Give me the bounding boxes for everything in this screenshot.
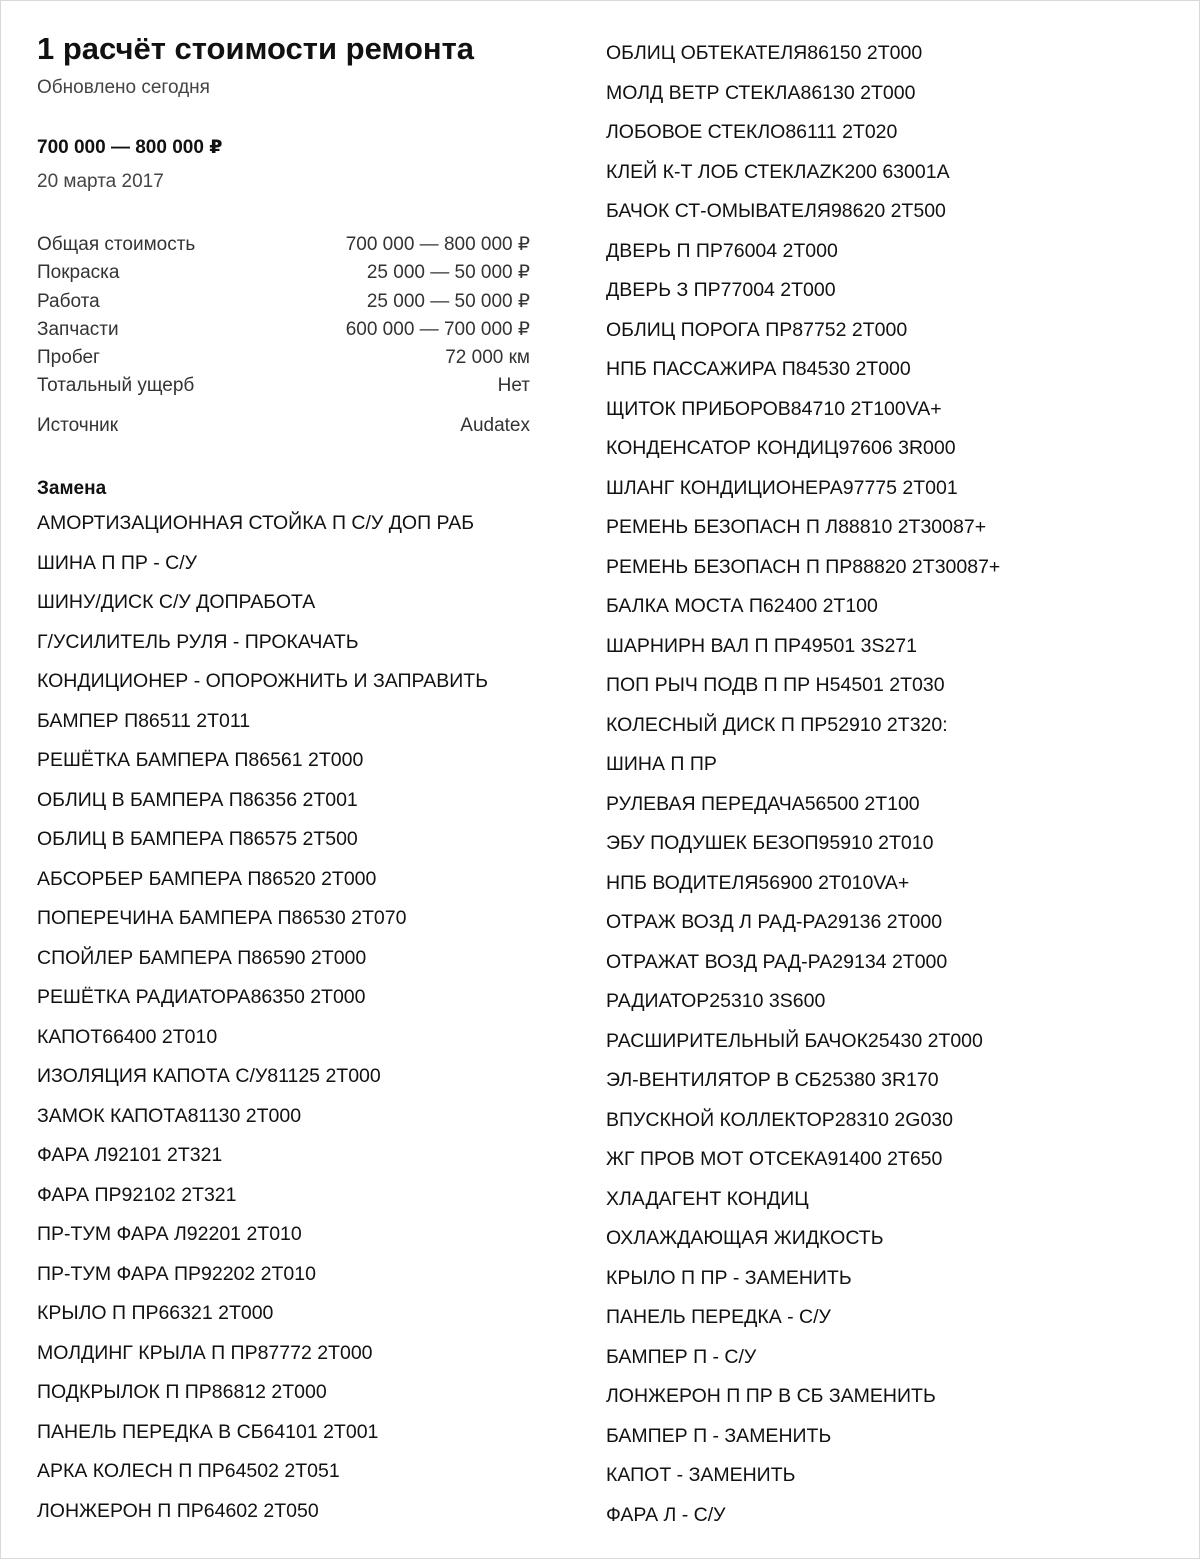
replacement-item: РЕМЕНЬ БЕЗОПАСН П ПР88820 2Т30087+ bbox=[606, 555, 1001, 578]
summary-value: 72 000 км bbox=[445, 347, 530, 369]
estimate-date: 20 марта 2017 bbox=[37, 171, 164, 192]
replacement-item: НПБ ВОДИТЕЛЯ56900 2Т010VA+ bbox=[606, 871, 910, 894]
replacement-item: ЭЛ-ВЕНТИЛЯТОР В СБ25380 3R170 bbox=[606, 1069, 939, 1091]
replacement-item: ВПУСКНОЙ КОЛЛЕКТОР28310 2G030 bbox=[606, 1108, 953, 1131]
replacement-item: БАМПЕР П - ЗАМЕНИТЬ bbox=[606, 1424, 832, 1447]
summary-row-mileage bbox=[37, 344, 530, 372]
replacement-item: БАМПЕР П86511 2Т011 bbox=[37, 709, 251, 732]
replacement-item: ХЛАДАГЕНТ КОНДИЦ bbox=[606, 1187, 809, 1210]
replacement-item: НПБ ПАССАЖИРА П84530 2Т000 bbox=[606, 358, 911, 380]
summary-value: Нет bbox=[497, 375, 530, 397]
summary-value: 600 000 — 700 000 ₽ bbox=[345, 318, 530, 340]
replacement-item: ПР-ТУМ ФАРА ПР92202 2Т010 bbox=[37, 1262, 316, 1285]
replacement-item: ДВЕРЬ З ПР77004 2Т000 bbox=[606, 279, 836, 301]
replacement-item: ОХЛАЖДАЮЩАЯ ЖИДКОСТЬ bbox=[606, 1227, 884, 1249]
replacement-item: РАДИАТОР25310 3S600 bbox=[606, 990, 826, 1012]
estimate-price: 700 000 — 800 000 ₽ bbox=[37, 137, 223, 158]
replacement-item: КАПОТ - ЗАМЕНИТЬ bbox=[606, 1464, 796, 1486]
replacement-item: ПАНЕЛЬ ПЕРЕДКА - С/У bbox=[606, 1306, 831, 1328]
replacement-item: ПОП РЫЧ ПОДВ П ПР H54501 2Т030 bbox=[606, 674, 945, 696]
replacement-item: БАМПЕР П - С/У bbox=[606, 1345, 757, 1368]
replacement-item: ПОПЕРЕЧИНА БАМПЕРА П86530 2Т070 bbox=[37, 907, 407, 930]
replacement-item: РУЛЕВАЯ ПЕРЕДАЧА56500 2Т100 bbox=[606, 792, 920, 815]
summary-value: 700 000 — 800 000 ₽ bbox=[345, 234, 530, 255]
replacement-item: ЭБУ ПОДУШЕК БЕЗОП95910 2Т010 bbox=[606, 832, 934, 854]
summary-label: Общая стоимость bbox=[37, 234, 196, 255]
replacement-item: ОТРАЖАТ ВОЗД РАД-РА29134 2Т000 bbox=[606, 950, 948, 973]
replacement-item: ЛОНЖЕРОН П ПР64602 2Т050 bbox=[37, 1499, 319, 1522]
replacement-item: АРКА КОЛЕСН П ПР64502 2Т051 bbox=[37, 1460, 340, 1483]
replacement-item: ШАРНИРН ВАЛ П ПР49501 3S271 bbox=[606, 634, 917, 657]
replacement-item: ОТРАЖ ВОЗД Л РАД-РА29136 2Т000 bbox=[606, 911, 943, 933]
summary-row-total-loss bbox=[37, 372, 530, 400]
replacement-list-right bbox=[606, 34, 1186, 1535]
replacement-item: ШЛАНГ КОНДИЦИОНЕРА97775 2Т001 bbox=[606, 476, 958, 499]
replacement-item: ШИНУ/ДИСК С/У ДОПРАБОТА bbox=[37, 591, 316, 614]
replacement-item: ДВЕРЬ П ПР76004 2Т000 bbox=[606, 239, 838, 262]
cost-summary bbox=[37, 231, 530, 440]
summary-row-labor bbox=[37, 288, 530, 316]
estimate-card-right-column bbox=[606, 34, 1186, 1535]
replacement-item: РАСШИРИТЕЛЬНЫЙ БАЧОК25430 2Т000 bbox=[606, 1029, 983, 1052]
replacement-item: ЖГ ПРОВ МОТ ОТСЕКА91400 2Т650 bbox=[606, 1148, 943, 1170]
summary-row-total bbox=[37, 231, 530, 259]
summary-label: Запчасти bbox=[37, 318, 119, 340]
replacement-item: ФАРА Л - С/У bbox=[606, 1503, 726, 1526]
replacement-item: РЕШЁТКА БАМПЕРА П86561 2Т000 bbox=[37, 749, 364, 772]
replacement-item: ЩИТОК ПРИБОРОВ84710 2Т100VA+ bbox=[606, 397, 942, 420]
replacement-item: ФАРА ПР92102 2Т321 bbox=[37, 1183, 237, 1206]
replacement-item: ИЗОЛЯЦИЯ КАПОТА С/У81125 2Т000 bbox=[37, 1065, 381, 1088]
replacement-item: АМОРТИЗАЦИОННАЯ СТОЙКА П С/У ДОП РАБ bbox=[37, 512, 475, 535]
replacement-item: ОБЛИЦ ОБТЕКАТЕЛЯ86150 2Т000 bbox=[606, 42, 923, 64]
replacement-item: КРЫЛО П ПР - ЗАМЕНИТЬ bbox=[606, 1266, 852, 1289]
replacement-item: ШИНА П ПР bbox=[606, 753, 717, 775]
summary-value: 25 000 — 50 000 ₽ bbox=[366, 262, 530, 284]
replacement-item: БАЛКА МОСТА П62400 2Т100 bbox=[606, 595, 878, 617]
replacement-item: РЕШЁТКА РАДИАТОРА86350 2Т000 bbox=[37, 986, 366, 1009]
summary-value: 25 000 — 50 000 ₽ bbox=[366, 290, 530, 312]
replacement-item: Г/УСИЛИТЕЛЬ РУЛЯ - ПРОКАЧАТЬ bbox=[37, 630, 359, 653]
replacement-item: ПР-ТУМ ФАРА Л92201 2Т010 bbox=[37, 1223, 302, 1246]
updated-label: Обновлено сегодня bbox=[37, 77, 210, 98]
replacement-section-title: Замена bbox=[37, 478, 107, 500]
summary-label: Пробег bbox=[37, 347, 100, 369]
summary-label: Источник bbox=[37, 414, 119, 436]
summary-label: Покраска bbox=[37, 262, 120, 284]
replacement-list-left bbox=[37, 504, 530, 1531]
summary-label: Работа bbox=[37, 290, 100, 312]
replacement-item: СПОЙЛЕР БАМПЕРА П86590 2Т000 bbox=[37, 946, 367, 969]
source-value: Audatex bbox=[460, 414, 530, 436]
replacement-item: МОЛДИНГ КРЫЛА П ПР87772 2Т000 bbox=[37, 1341, 373, 1364]
replacement-item: ФАРА Л92101 2Т321 bbox=[37, 1144, 223, 1167]
replacement-item: КОНДИЦИОНЕР - ОПОРОЖНИТЬ И ЗАПРАВИТЬ bbox=[37, 670, 488, 693]
replacement-item: МОЛД ВЕТР СТЕКЛА86130 2Т000 bbox=[606, 81, 916, 104]
replacement-item: КРЫЛО П ПР66321 2Т000 bbox=[37, 1302, 274, 1325]
replacement-item: ЗАМОК КАПОТА81130 2Т000 bbox=[37, 1104, 302, 1127]
estimate-card-left-column bbox=[37, 30, 530, 1531]
replacement-item: АБСОРБЕР БАМПЕРА П86520 2Т000 bbox=[37, 867, 377, 890]
summary-row-parts bbox=[37, 316, 530, 344]
replacement-item: КАПОТ66400 2Т010 bbox=[37, 1025, 218, 1048]
replacement-item: КОЛЕСНЫЙ ДИСК П ПР52910 2Т320: bbox=[606, 713, 948, 736]
replacement-item: ЛОБОВОЕ СТЕКЛО86111 2Т020 bbox=[606, 121, 898, 143]
replacement-item: ПАНЕЛЬ ПЕРЕДКА В СБ64101 2Т001 bbox=[37, 1420, 379, 1443]
replacement-item: ОБЛИЦ В БАМПЕРА П86356 2Т001 bbox=[37, 788, 358, 811]
replacement-item: БАЧОК СТ-ОМЫВАТЕЛЯ98620 2Т500 bbox=[606, 200, 946, 222]
summary-row-source bbox=[37, 412, 530, 440]
summary-label: Тотальный ущерб bbox=[37, 375, 195, 397]
page-title: 1 расчёт стоимости ремонта bbox=[37, 31, 475, 66]
replacement-item: ПОДКРЫЛОК П ПР86812 2Т000 bbox=[37, 1381, 327, 1404]
summary-row-paint bbox=[37, 259, 530, 287]
replacement-item: ОБЛИЦ ПОРОГА ПР87752 2Т000 bbox=[606, 318, 908, 341]
replacement-item: РЕМЕНЬ БЕЗОПАСН П Л88810 2Т30087+ bbox=[606, 516, 987, 538]
replacement-item: ОБЛИЦ В БАМПЕРА П86575 2Т500 bbox=[37, 828, 358, 851]
replacement-item: ЛОНЖЕРОН П ПР В СБ ЗАМЕНИТЬ bbox=[606, 1385, 936, 1407]
replacement-item: ШИНА П ПР - С/У bbox=[37, 551, 198, 574]
replacement-item: КЛЕЙ К-Т ЛОБ СТЕКЛАZK200 63001A bbox=[606, 160, 950, 183]
replacement-item: КОНДЕНСАТОР КОНДИЦ97606 3R000 bbox=[606, 437, 956, 459]
